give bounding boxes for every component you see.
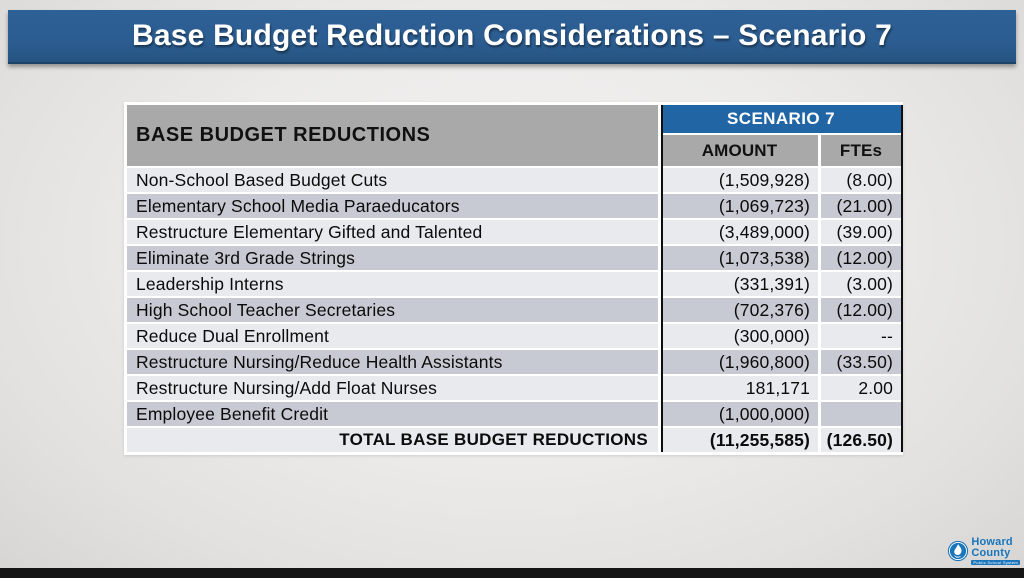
row-ftes: (33.50) — [821, 350, 901, 374]
row-amount: (1,069,723) — [661, 194, 818, 218]
table-divider-right — [901, 105, 903, 452]
row-ftes: 2.00 — [821, 376, 901, 400]
row-ftes — [821, 402, 901, 426]
row-label: Restructure Elementary Gifted and Talented — [127, 220, 658, 244]
row-ftes: (3.00) — [821, 272, 901, 296]
row-label: Reduce Dual Enrollment — [127, 324, 658, 348]
hcpss-flame-icon — [947, 540, 969, 562]
row-amount: (702,376) — [661, 298, 818, 322]
budget-table-grid — [127, 105, 903, 452]
row-label: Restructure Nursing/Add Float Nurses — [127, 376, 658, 400]
row-label: Leadership Interns — [127, 272, 658, 296]
table-header-ftes: FTEs — [821, 135, 901, 166]
row-label: Elementary School Media Paraeducators — [127, 194, 658, 218]
title-bar — [8, 10, 1016, 64]
row-label: Eliminate 3rd Grade Strings — [127, 246, 658, 270]
row-amount: (1,960,800) — [661, 350, 818, 374]
logo-tagline: Public School System — [973, 560, 1018, 565]
table-header-base-budget-reductions: BASE BUDGET REDUCTIONS — [127, 105, 658, 166]
row-label: Non-School Based Budget Cuts — [127, 168, 658, 192]
table-header-scenario: SCENARIO 7 — [661, 105, 901, 133]
row-label: Employee Benefit Credit — [127, 402, 658, 426]
slide-title: Base Budget Reduction Considerations – Scenario 7 — [132, 19, 892, 52]
budget-table — [124, 102, 903, 455]
total-row-amount: (11,255,585) — [661, 428, 818, 452]
row-label: High School Teacher Secretaries — [127, 298, 658, 322]
row-amount: (1,509,928) — [661, 168, 818, 192]
hcpss-logo-text — [971, 537, 1020, 565]
row-amount: (1,073,538) — [661, 246, 818, 270]
logo-line-howard: Howard — [971, 536, 1013, 548]
row-amount: (3,489,000) — [661, 220, 818, 244]
row-ftes: (39.00) — [821, 220, 901, 244]
row-ftes: (12.00) — [821, 298, 901, 322]
row-amount: 181,171 — [661, 376, 818, 400]
table-header-amount: AMOUNT — [661, 135, 818, 166]
row-label: Restructure Nursing/Reduce Health Assistants — [127, 350, 658, 374]
table-divider-left — [661, 105, 663, 452]
row-ftes: -- — [821, 324, 901, 348]
row-ftes: (21.00) — [821, 194, 901, 218]
row-amount: (300,000) — [661, 324, 818, 348]
row-ftes: (8.00) — [821, 168, 901, 192]
total-row-ftes: (126.50) — [821, 428, 901, 452]
logo-line-county: County — [971, 547, 1011, 559]
hcpss-logo — [947, 537, 1020, 565]
row-ftes: (12.00) — [821, 246, 901, 270]
bottom-bar — [0, 568, 1024, 578]
row-amount: (331,391) — [661, 272, 818, 296]
row-amount: (1,000,000) — [661, 402, 818, 426]
total-row-label: TOTAL BASE BUDGET REDUCTIONS — [127, 428, 658, 452]
